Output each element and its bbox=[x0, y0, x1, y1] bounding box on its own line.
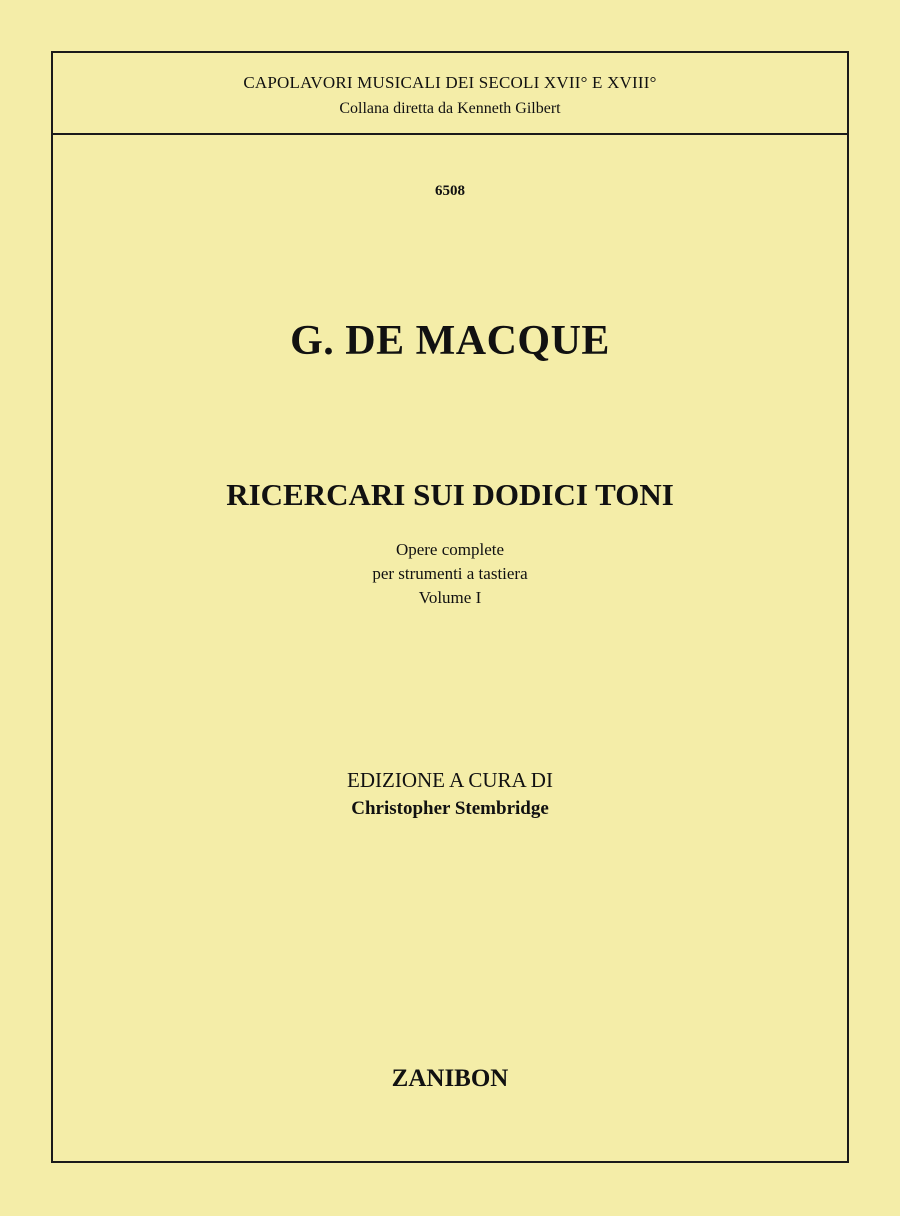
work-subtitle-line: per strumenti a tastiera bbox=[372, 564, 528, 583]
work-title: RICERCARI SUI DODICI TONI bbox=[226, 477, 674, 512]
series-title: CAPOLAVORI MUSICALI DEI SECOLI XVII° E XVIII° bbox=[243, 73, 657, 92]
cover-frame bbox=[51, 51, 849, 1163]
catalog-number: 6508 bbox=[435, 183, 465, 199]
series-subtitle: Collana diretta da Kenneth Gilbert bbox=[339, 100, 561, 117]
publisher-name: ZANIBON bbox=[391, 1065, 509, 1092]
work-subtitle-line: Opere complete bbox=[395, 540, 505, 559]
series-header bbox=[53, 53, 847, 135]
composer-name: G. DE MACQUE bbox=[290, 318, 610, 364]
edition-label: EDIZIONE A CURA DI bbox=[347, 768, 553, 792]
editor-name: Christopher Stembridge bbox=[351, 798, 549, 819]
volume-label: Volume I bbox=[418, 588, 482, 607]
